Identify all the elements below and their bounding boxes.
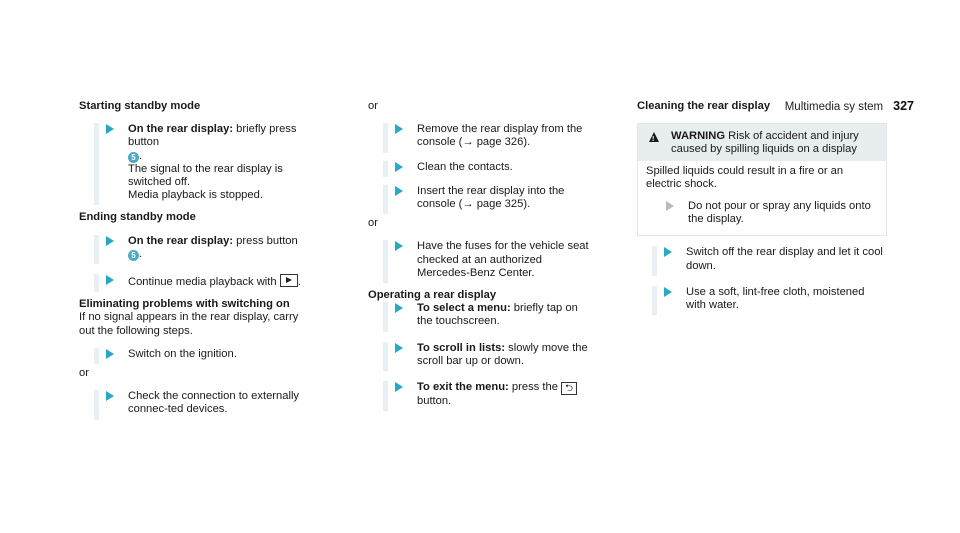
circle-number-icon: 5 — [128, 152, 139, 163]
page-number: 327 — [893, 99, 914, 113]
step-press-button: On the rear display: briefly press button 5 . The signal to the rear display is switched off. Media playback is stopped. — [94, 123, 304, 205]
arrow-right-icon — [106, 275, 114, 285]
arrow-right-icon — [395, 241, 403, 251]
step-clean-contacts: Clean the contacts. — [383, 161, 593, 177]
arrow-right-icon — [106, 349, 114, 359]
heading-cleaning-display: Cleaning the rear display — [637, 100, 771, 112]
column-2 — [368, 100, 593, 411]
step-press-button-2: On the rear display: press button 5 . — [94, 235, 304, 264]
column-3 — [637, 100, 887, 315]
arrow-right-icon — [664, 247, 672, 257]
back-key-icon: ⮌ — [561, 382, 577, 395]
warning-box — [637, 123, 887, 236]
or-text: or — [368, 100, 378, 112]
step-check-fuses: Have the fuses for the vehicle seat checked at an authorized Mercedes-Benz Center. — [383, 240, 593, 283]
arrow-right-icon — [106, 124, 114, 134]
step-use-cloth: Use a soft, lint-free cloth, moistened with water. — [652, 286, 887, 315]
heading-operating-rear-display: Operating a rear display — [368, 289, 497, 302]
heading-starting-standby: Starting standby mode — [79, 100, 201, 112]
arrow-right-icon — [395, 382, 403, 392]
step-exit-menu: To exit the menu: press the ⮌ button. — [383, 381, 593, 411]
step-check-connection: Check the connection to externally connec-ted devices. — [94, 390, 304, 419]
arrow-right-icon — [395, 343, 403, 353]
step-remove-display: Remove the rear display from the console (→ page 326). — [383, 123, 593, 152]
arrow-right-icon — [106, 391, 114, 401]
or-text: or — [368, 217, 378, 230]
heading-eliminating-problems: Eliminating problems with switching on — [79, 298, 290, 311]
circle-number-icon: 5 — [128, 250, 139, 261]
warning-title: WARNING — [671, 130, 726, 143]
step-switch-off: Switch off the rear display and let it cool down. — [652, 246, 887, 275]
arrow-right-icon — [106, 236, 114, 246]
arrow-right-icon — [395, 124, 403, 134]
arrow-right-icon — [395, 186, 403, 196]
warning-text: Risk of accident and injury caused by spilling liquids on a display — [671, 130, 859, 156]
heading-ending-standby: Ending standby mode — [79, 211, 196, 224]
or-text: or — [79, 367, 89, 380]
step-ignition: Switch on the ignition. — [94, 348, 304, 364]
arrow-right-icon — [395, 303, 403, 313]
column-1 — [79, 100, 304, 420]
play-key-icon — [280, 274, 298, 287]
step-select-menu: To select a menu: briefly tap on the touchscreen. — [383, 302, 593, 331]
step-continue-playback: Continue media playback with . — [94, 274, 304, 292]
section-title: Multimedia sy stem — [784, 101, 884, 113]
step-scroll-lists: To scroll in lists: slowly move the scroll bar up or down. — [383, 342, 593, 371]
paragraph-no-signal: If no signal appears in the rear display, carry out the following steps. — [79, 311, 299, 337]
warning-header — [638, 124, 886, 160]
arrow-right-icon — [664, 287, 672, 297]
step-insert-display: Insert the rear display into the console (→ page 325). — [383, 185, 593, 214]
arrow-right-icon — [395, 162, 403, 172]
arrow-right-icon — [666, 201, 674, 211]
warning-triangle-icon — [649, 132, 659, 142]
warning-step: Do not pour or spray any liquids onto the display. — [654, 200, 878, 229]
warning-body: Spilled liquids could result in a fire or an electric shock. Do not pour or spray any liquids onto the display. — [638, 161, 886, 236]
